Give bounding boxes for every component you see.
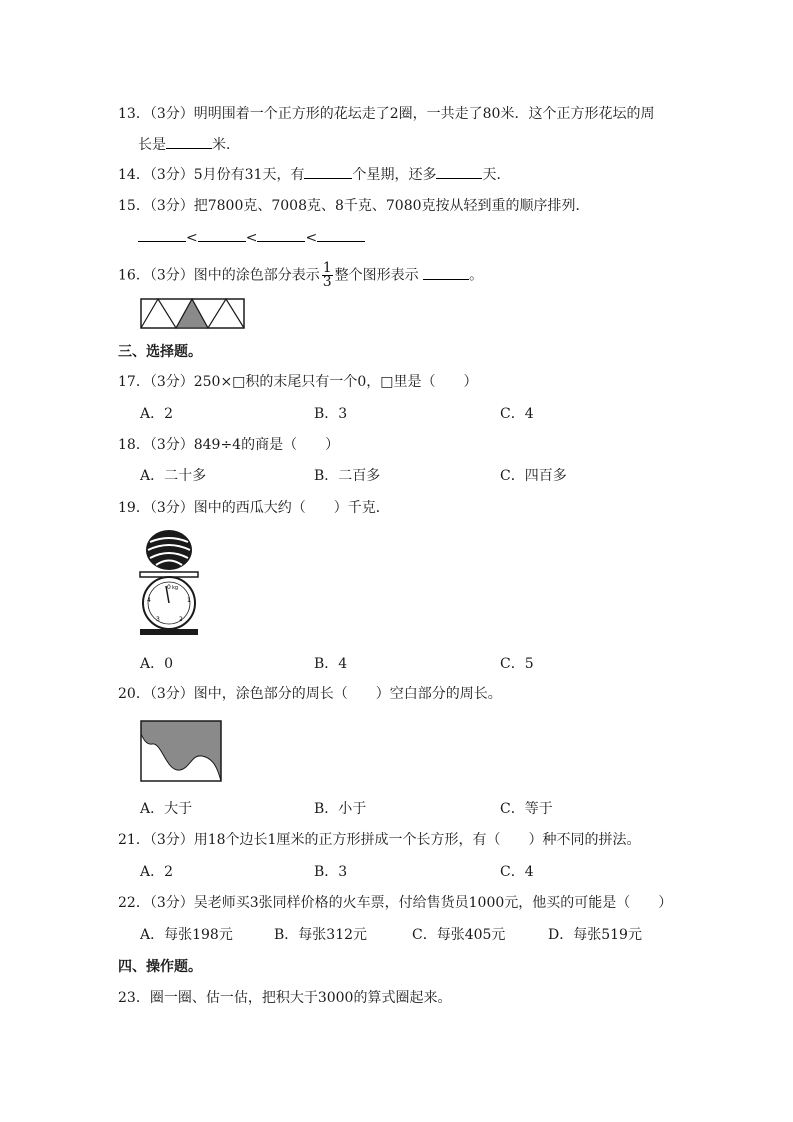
q21-option-c[interactable]: C．4: [500, 864, 534, 880]
q17-text: 17．（3分）250×□积的末尾只有一个0，□里是（ ）: [118, 374, 478, 390]
q20-option-b[interactable]: B．小于: [314, 801, 367, 817]
scale-brand: kg: [172, 585, 179, 591]
q20-text: 20．（3分）图中，涂色部分的周长（ ）空白部分的周长。: [118, 686, 502, 702]
q21-option-a[interactable]: A．2: [140, 864, 174, 880]
section-operation-heading: 四、操作题。: [118, 959, 202, 975]
q16-shaded-triangle: [176, 299, 208, 328]
q13-text-b: 米．: [212, 137, 240, 153]
q18-option-c[interactable]: C．四百多: [500, 468, 567, 484]
q16-denominator: 3: [322, 274, 332, 290]
q21-text: 21．（3分）用18个边长1厘米的正方形拼成一个长方形，有（ ）种不同的拼法。: [118, 832, 641, 848]
q14-text-a: 14．（3分）5月份有31天，有: [118, 167, 305, 183]
q14-blank-days[interactable]: [436, 164, 482, 179]
q13-line2: [138, 134, 240, 155]
q13-line1: 13．（3分）明明围着一个正方形的花坛走了2圈，一共走了80米．这个正方形花坛的周: [118, 106, 655, 122]
q16-text-b: 整个图形表示: [334, 267, 419, 284]
q14-text-b: 个星期，还多: [352, 167, 437, 183]
scale-tick-4: 4: [147, 597, 151, 604]
q19-option-c[interactable]: C．5: [500, 656, 534, 672]
q20-shaded-figure: [140, 720, 222, 782]
q15-blank-4[interactable]: [317, 227, 365, 242]
q13-blank[interactable]: [166, 134, 212, 149]
scale-base: [140, 629, 198, 635]
q18-option-b[interactable]: B．二百多: [314, 468, 381, 484]
q23-text: 23．圈一圈、估一估，把积大于3000的算式圈起来。: [118, 990, 452, 1006]
q21-option-b[interactable]: B．3: [314, 864, 348, 880]
q17-option-a[interactable]: A．2: [140, 406, 174, 422]
q18-text: 18．（3分）849÷4的商是（ ）: [118, 437, 340, 453]
watermelon-icon: [146, 530, 192, 570]
q22-option-d[interactable]: D．每张519元: [548, 927, 642, 943]
q15-blank-2[interactable]: [198, 227, 246, 242]
section-choice-heading: 三、选择题。: [118, 344, 202, 360]
q17-option-b[interactable]: B．3: [314, 406, 348, 422]
q15-line1: 15．（3分）把7800克、7008克、8千克、7080克按从轻到重的顺序排列．: [118, 198, 590, 214]
q16: [118, 262, 483, 289]
q16-numerator: 1: [322, 260, 332, 276]
q19-text: 19．（3分）图中的西瓜大约（ ）千克．: [118, 500, 390, 516]
q19-watermelon-scale: [136, 528, 202, 638]
q16-fraction: [322, 262, 333, 289]
q16-text-c: 。: [469, 267, 484, 284]
q15-blank-3[interactable]: [257, 227, 305, 242]
scale-tick-2: 2: [179, 616, 183, 623]
q22-option-a[interactable]: A．每张198元: [140, 927, 233, 943]
q15-order: [138, 227, 365, 248]
scale-tick-1: 1: [187, 597, 191, 604]
q18-option-a[interactable]: A．二十多: [140, 468, 207, 484]
scale-tick-0: 0: [167, 584, 171, 591]
q16-blank[interactable]: [423, 265, 469, 280]
q20-option-a[interactable]: A．大于: [140, 801, 193, 817]
q19-option-b[interactable]: B．4: [314, 656, 348, 672]
q15-lt-1: <: [186, 230, 198, 246]
q20-option-c[interactable]: C．等于: [500, 801, 553, 817]
q20-shaded-region: [141, 721, 221, 781]
q22-option-c[interactable]: C．每张405元: [412, 927, 506, 943]
q17-option-c[interactable]: C．4: [500, 406, 534, 422]
q15-lt-3: <: [305, 230, 318, 246]
q19-option-a[interactable]: A．0: [140, 656, 174, 672]
q15-blank-1[interactable]: [138, 227, 186, 242]
q22-text: 22．（3分）吴老师买3张同样价格的火车票，付给售货员1000元，他买的可能是（ ）: [118, 895, 673, 911]
q16-triangle-figure: [140, 298, 246, 330]
q22-option-b[interactable]: B．每张312元: [274, 927, 368, 943]
q14-text-c: 天．: [482, 167, 511, 183]
q14: [118, 164, 510, 185]
q16-text-a: 16．（3分）图中的涂色部分表示: [118, 267, 320, 284]
q15-lt-2: <: [245, 230, 258, 246]
q13-text-a: 长是: [138, 137, 166, 153]
scale-tick-3: 3: [156, 616, 160, 623]
q14-blank-weeks[interactable]: [304, 164, 352, 179]
